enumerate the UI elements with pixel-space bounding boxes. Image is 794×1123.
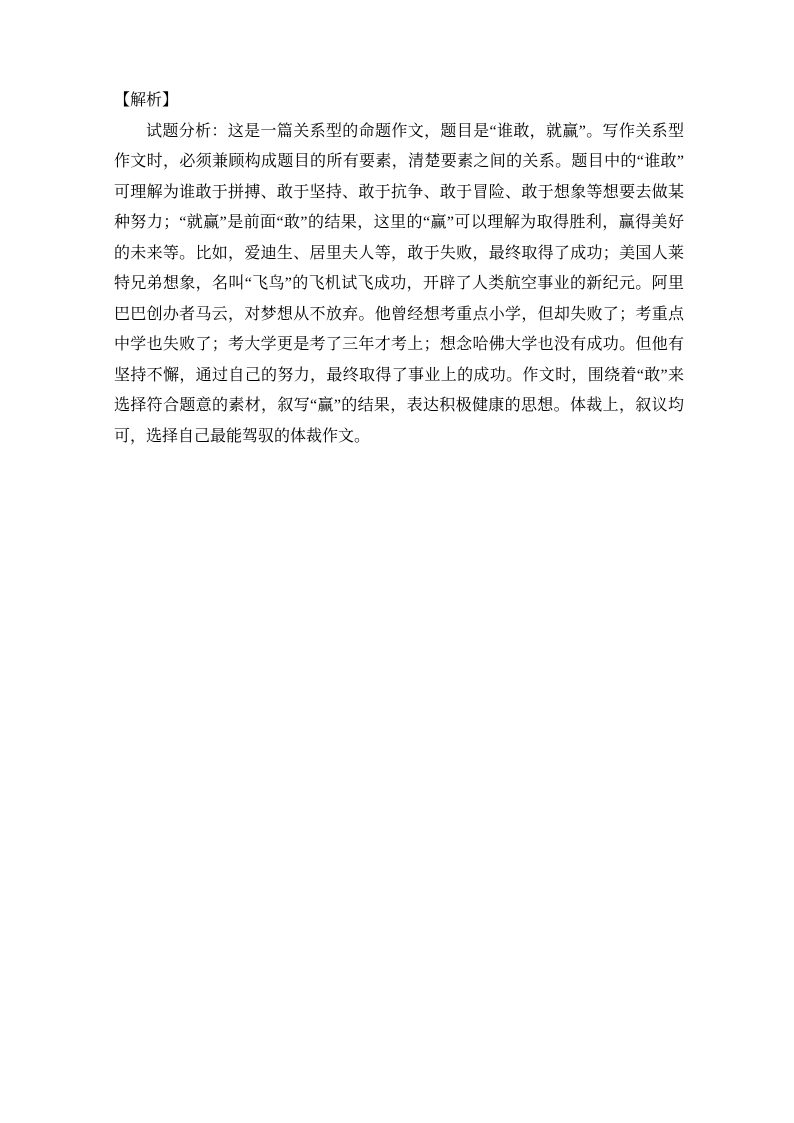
analysis-paragraph: 试题分析：这是一篇关系型的命题作文，题目是“谁敢，就赢”。写作关系型作文时，必须兼顾构成题目的所有要素，清楚要素之间的关系。题目中的“谁敢”可理解为谁敢于拼搏、敢于坚持、敢于抗争、敢于冒险、敢于想象等想要去做某种努力；“就赢”是前面“敢”的结果，这里的“赢”可以理解为取得胜利，赢得美好的未来等。比如，爱迪生、居里夫人等，敢于失败，最终取得了成功；美国人莱特兄弟想象，名叫“飞鸟”的飞机试飞成功，开辟了人类航空事业的新纪元。阿里巴巴创办者马云，对梦想从不放弃。他曾经想考重点小学，但却失败了；考重点中学也失败了；考大学更是考了三年才考上；想念哈佛大学也没有成功。但他有坚持不懈，通过自己的努力，最终取得了事业上的成功。作文时，围绕着“敢”来选择符合题意的素材，叙写“赢”的结果，表达积极健康的思想。体裁上，叙议均可，选择自己最能驾驭的体裁作文。 [114,122,684,445]
analysis-section-heading: 【解析】 [114,92,179,109]
text-block [114,86,684,452]
